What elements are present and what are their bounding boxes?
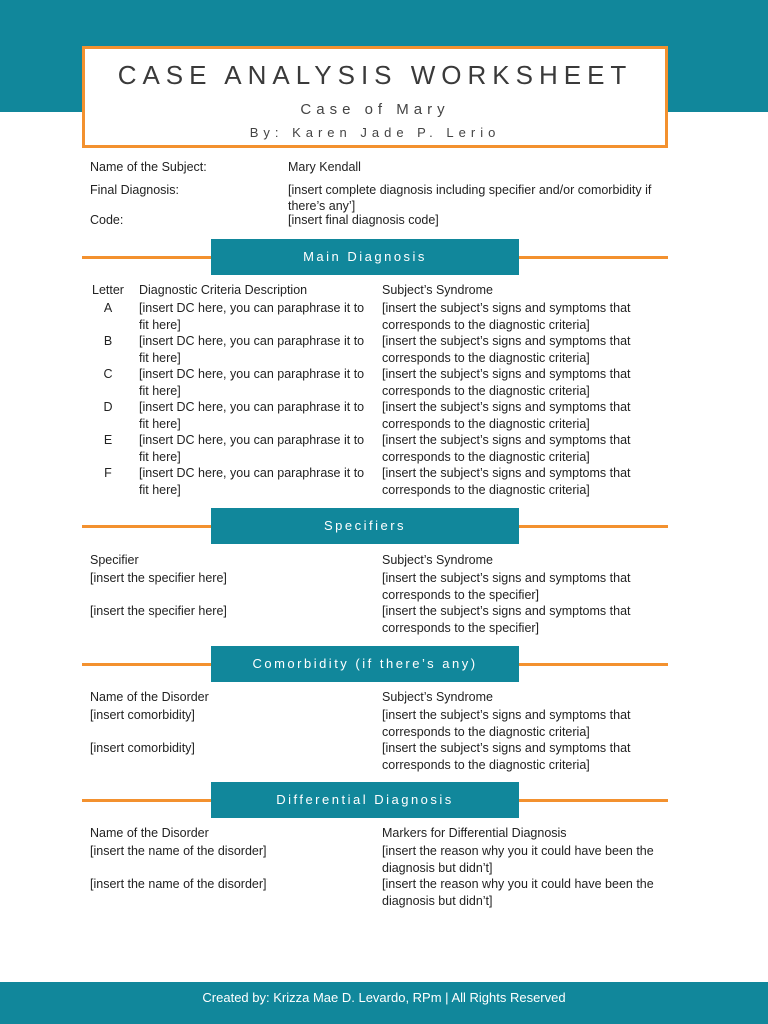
section-title: Specifiers	[211, 508, 519, 544]
row-letter: C	[103, 367, 113, 381]
page-title: CASE ANALYSIS WORKSHEET	[117, 60, 633, 90]
row-syndrome: [insert the subject’s signs and symptoms that corresponds to the diagnostic criteria]	[382, 466, 631, 497]
footer	[0, 982, 768, 1024]
section-comorbidity	[82, 646, 668, 682]
row-criteria: [insert DC here, you can paraphrase it to fit here]	[139, 433, 365, 464]
info-value: [insert complete diagnosis including specifier and/or comorbidity if there’s any’]	[288, 183, 652, 213]
row-syndrome: [insert the subject’s signs and symptoms that corresponds to the diagnostic criteria]	[382, 301, 631, 332]
column-header-syndrome: Subject’s Syndrome	[382, 553, 493, 567]
row-markers: [insert the reason why you it could have been the diagnosis but didn’t]	[382, 877, 654, 908]
row-criteria: [insert DC here, you can paraphrase it to fit here]	[139, 367, 365, 398]
section-title: Main Diagnosis	[211, 239, 519, 275]
section-main-diagnosis	[82, 239, 668, 275]
row-syndrome: [insert the subject’s signs and symptoms that corresponds to the specifier]	[382, 604, 631, 635]
column-header-specifier: Specifier	[90, 553, 139, 567]
info-value: [insert final diagnosis code]	[288, 213, 439, 227]
column-header-letter: Letter	[92, 283, 124, 297]
title-box	[82, 46, 668, 148]
comorbidity-table	[90, 689, 670, 779]
section-title: Differential Diagnosis	[211, 782, 519, 818]
footer-credit: Created by: Krizza Mae D. Levardo, RPm | All Rights Reserved	[202, 990, 566, 1005]
row-disorder: [insert the name of the disorder]	[90, 877, 267, 891]
row-syndrome: [insert the subject’s signs and symptoms that corresponds to the diagnostic criteria]	[382, 741, 631, 772]
info-value: Mary Kendall	[288, 160, 361, 174]
info-label: Name of the Subject:	[90, 160, 207, 174]
row-comorbidity: [insert comorbidity]	[90, 741, 195, 755]
column-header-criteria: Diagnostic Criteria Description	[139, 283, 308, 297]
row-letter: F	[104, 466, 112, 480]
row-comorbidity: [insert comorbidity]	[90, 708, 195, 722]
row-criteria: [insert DC here, you can paraphrase it to fit here]	[139, 466, 365, 497]
author-line: By: Karen Jade P. Lerio	[249, 125, 501, 140]
row-criteria: [insert DC here, you can paraphrase it to fit here]	[139, 334, 365, 365]
column-header-disorder: Name of the Disorder	[90, 826, 209, 840]
column-header-markers: Markers for Differential Diagnosis	[382, 826, 567, 840]
info-label: Final Diagnosis:	[90, 183, 179, 197]
section-title: Comorbidity (if there’s any)	[211, 646, 519, 682]
differential-table	[90, 825, 670, 915]
column-header-disorder: Name of the Disorder	[90, 690, 209, 704]
row-criteria: [insert DC here, you can paraphrase it to fit here]	[139, 301, 365, 332]
row-letter: E	[103, 433, 113, 447]
row-markers: [insert the reason why you it could have been the diagnosis but didn’t]	[382, 844, 654, 875]
row-syndrome: [insert the subject’s signs and symptoms that corresponds to the diagnostic criteria]	[382, 433, 631, 464]
row-syndrome: [insert the subject’s signs and symptoms that corresponds to the diagnostic criteria]	[382, 334, 631, 365]
row-disorder: [insert the name of the disorder]	[90, 844, 267, 858]
row-criteria: [insert DC here, you can paraphrase it to fit here]	[139, 400, 365, 431]
row-specifier: [insert the specifier here]	[90, 571, 227, 585]
row-letter: D	[103, 400, 113, 414]
row-letter: B	[103, 334, 113, 348]
page-subtitle: Case of Mary	[300, 101, 450, 118]
section-specifiers	[82, 508, 668, 544]
specifiers-table	[90, 552, 670, 642]
row-syndrome: [insert the subject’s signs and symptoms that corresponds to the diagnostic criteria]	[382, 367, 631, 398]
column-header-syndrome: Subject’s Syndrome	[382, 690, 493, 704]
info-label: Code:	[90, 213, 124, 227]
row-letter: A	[103, 301, 113, 315]
main-diagnosis-table	[90, 282, 670, 502]
row-syndrome: [insert the subject’s signs and symptoms that corresponds to the specifier]	[382, 571, 631, 602]
row-specifier: [insert the specifier here]	[90, 604, 227, 618]
column-header-syndrome: Subject’s Syndrome	[382, 283, 493, 297]
row-syndrome: [insert the subject’s signs and symptoms that corresponds to the diagnostic criteria]	[382, 400, 631, 431]
row-syndrome: [insert the subject’s signs and symptoms that corresponds to the diagnostic criteria]	[382, 708, 631, 739]
section-differential-diagnosis	[82, 782, 668, 818]
